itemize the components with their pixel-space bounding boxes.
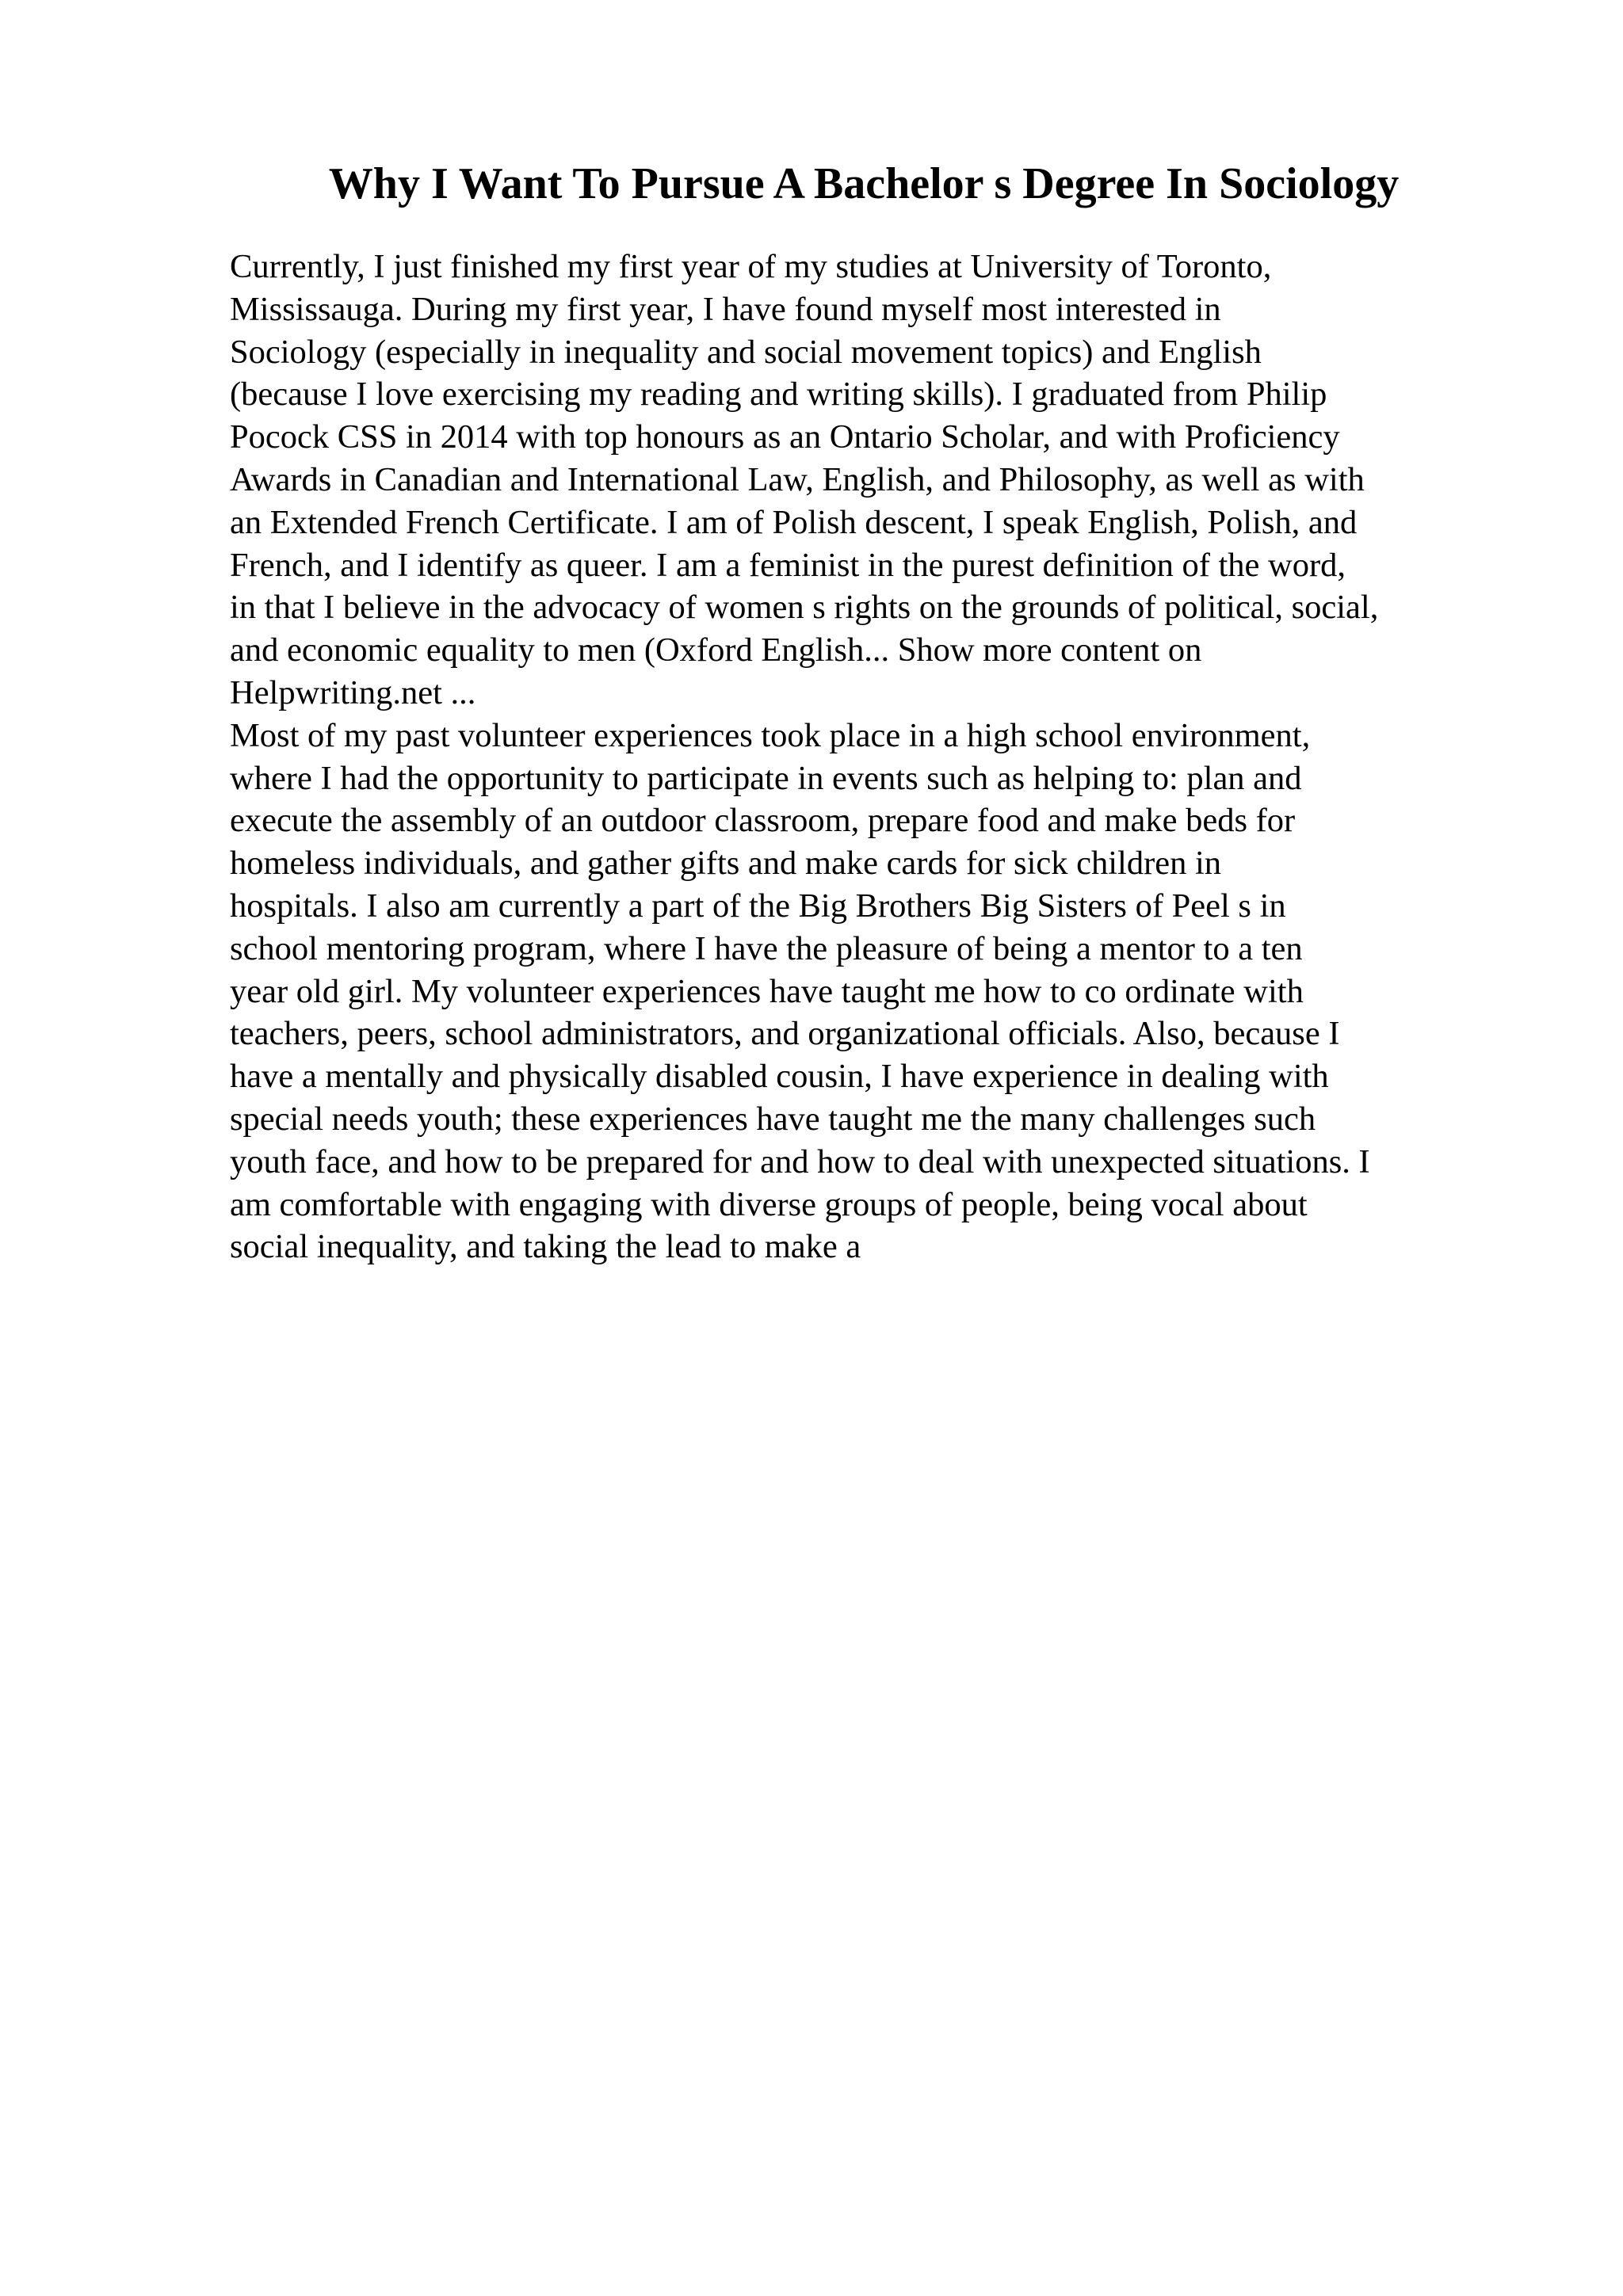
text-line: social inequality, and taking the lead to make a <box>230 1228 861 1266</box>
text-line: youth face, and how to be prepared for and how to deal with unexpected situations. I <box>230 1142 1370 1180</box>
text-line: execute the assembly of an outdoor classroom, prepare food and make beds for <box>230 802 1296 840</box>
text-line: and economic equality to men (Oxford English... Show more content on <box>230 631 1202 669</box>
text-line: Helpwriting.net ... <box>230 673 476 711</box>
text-line: Currently, I just finished my first year of my studies at University of Toronto, <box>230 248 1272 285</box>
text-line: school mentoring program, where I have the pleasure of being a mentor to a ten <box>230 929 1303 967</box>
text-line: Sociology (especially in inequality and social movement topics) and English <box>230 333 1262 371</box>
text-line: hospitals. I also am currently a part of the Big Brothers Big Sisters of Peel s in <box>230 887 1286 925</box>
text-line: Most of my past volunteer experiences took place in a high school environment, <box>230 716 1311 754</box>
text-line: homeless individuals, and gather gifts and make cards for sick children in <box>230 845 1222 883</box>
text-line: where I had the opportunity to participate in events such as helping to: plan and <box>230 759 1302 797</box>
text-line: year old girl. My volunteer experiences have taught me how to co ordinate with <box>230 972 1304 1010</box>
text-line: Mississauga. During my first year, I have found myself most interested in <box>230 290 1221 328</box>
text-line: Pocock CSS in 2014 with top honours as an Ontario Scholar, and with Proficiency <box>230 418 1340 456</box>
text-line: in that I believe in the advocacy of women s rights on the grounds of political, social, <box>230 589 1379 627</box>
text-line: (because I love exercising my reading and writing skills). I graduated from Philip <box>230 376 1327 414</box>
text-line: teachers, peers, school administrators, and organizational officials. Also, because I <box>230 1015 1340 1053</box>
document-body <box>230 246 1498 1268</box>
text-line: an Extended French Certificate. I am of Polish descent, I speak English, Polish, and <box>230 503 1358 541</box>
document-title: Why I Want To Pursue A Bachelor s Degree In Sociology <box>328 159 1400 208</box>
text-line: Awards in Canadian and International Law, English, and Philosophy, as well as with <box>230 460 1365 498</box>
text-line: am comfortable with engaging with diverse groups of people, being vocal about <box>230 1185 1308 1223</box>
paragraph-2 <box>230 715 1498 1268</box>
text-line: special needs youth; these experiences have taught me the many challenges such <box>230 1100 1316 1138</box>
text-line: French, and I identify as queer. I am a feminist in the purest definition of the word, <box>230 546 1346 584</box>
text-line: have a mentally and physically disabled cousin, I have experience in dealing with <box>230 1058 1329 1096</box>
paragraph-1 <box>230 246 1498 715</box>
